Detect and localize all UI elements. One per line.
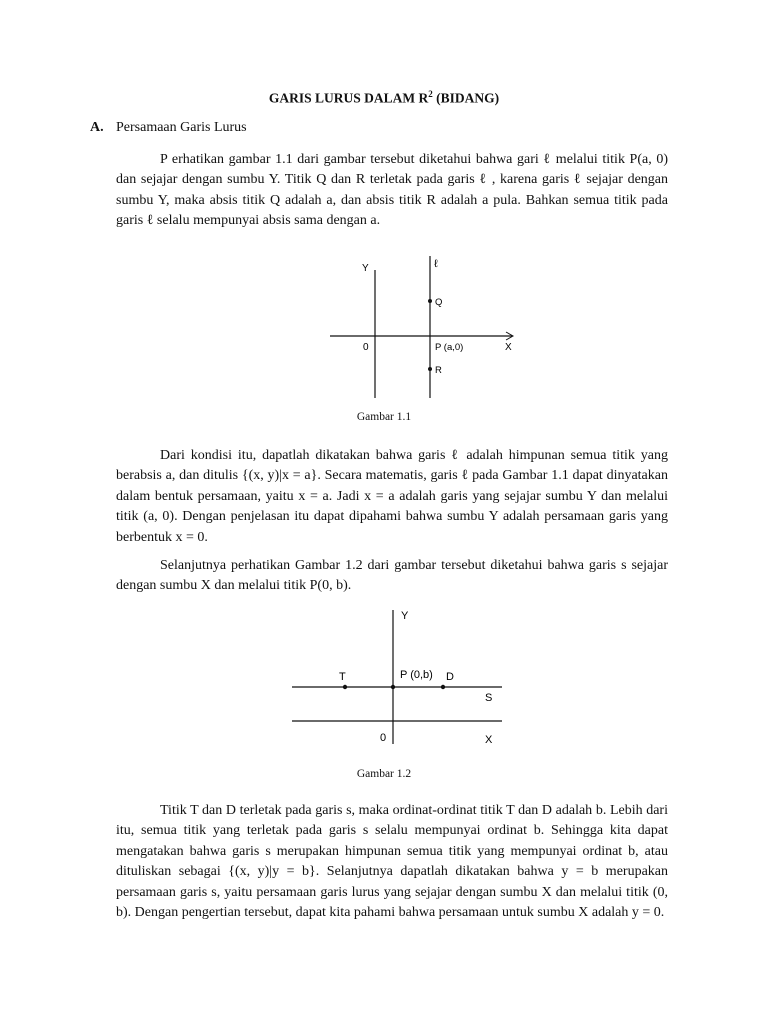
x-axis-label: X [505, 342, 512, 353]
point-t [343, 685, 347, 689]
paragraph-1 [116, 150, 668, 232]
line-s-label: S [485, 692, 493, 704]
paragraph-2 [116, 446, 668, 548]
section-letter: A. [90, 120, 104, 135]
paragraph-1-text: P erhatikan gambar 1.1 dari gambar tersebut diketahui bahwa gari ℓ melalui titik P(a, 0) dan sejajar dengan sumbu Y. Titik Q dan R terletak pada garis ℓ , karena garis ℓ sejajar dengan sumbu Y, maka absis titik Q adalah a, dan absis titik R adalah a pula. Bahkan semua titik pada garis ℓ selalu mempunyai absis sama dengan a. [116, 152, 668, 229]
point-p-label: P (a,0) [435, 342, 464, 353]
origin-label: 0 [380, 732, 387, 744]
section-title: Persamaan Garis Lurus [116, 120, 247, 135]
title-tail: (BIDANG) [432, 90, 500, 106]
paragraph-4 [116, 801, 668, 923]
title-superscript: 2 [428, 89, 433, 99]
page-title [0, 89, 768, 107]
section-heading [90, 120, 247, 136]
point-r [428, 367, 432, 371]
paragraph-2-text: Dari kondisi itu, dapatlah dikatakan bahwa garis ℓ adalah himpunan semua titik yang berabsis a, dan ditulis {(x, y)|x = a}. Secara matematis, garis ℓ pada Gambar 1.1 dapat dinyatakan dalam bentuk persamaan, yaitu x = a. Jadi x = a adalah garis yang sejajar sumbu Y dan melalui titik (a, 0). Dengan penjelasan itu dapat dipahami bahwa sumbu Y adalah persamaan garis yang berbentuk x = 0. [116, 448, 668, 545]
x-axis-label: X [485, 734, 493, 746]
point-d [441, 685, 445, 689]
figure-1-2 [290, 606, 510, 756]
figure-1-1 [320, 252, 530, 402]
point-p-label: P (0,b) [400, 669, 433, 681]
figure-1-2-caption: Gambar 1.2 [356, 768, 412, 780]
point-r-label: R [435, 365, 442, 376]
point-q [428, 299, 432, 303]
origin-label: 0 [363, 342, 369, 353]
figure-1-1-graph [320, 252, 530, 402]
line-l-label: ℓ [434, 258, 438, 270]
y-axis-label: Y [401, 610, 409, 622]
title-main: GARIS LURUS DALAM R [268, 90, 429, 106]
paragraph-3-text: Selanjutnya perhatikan Gambar 1.2 dari gambar tersebut diketahui bahwa garis s sejajar dengan sumbu X dan melalui titik P(0, b). [116, 558, 668, 594]
y-axis-label: Y [362, 263, 369, 274]
paragraph-4-text: Titik T dan D terletak pada garis s, maka ordinat-ordinat titik T dan D adalah b. Lebih dari itu, semua titik yang terletak pada garis s selalu mempunyai ordinat b. Sehingga kita dapat mengatakan bahwa garis s merupakan himpunan semua titik yang mempunyai ordinat b, atau dituliskan sebagai {(x, y)|y = b}. Selanjutnya dapatlah dikatakan bahwa y = b merupakan persamaan garis s, yaitu persamaan garis lurus yang sejajar dengan sumbu X dan melalui titik (0, b). Dengan pengertian tersebut, dapat kita pahami bahwa persamaan untuk sumbu X adalah y = 0. [116, 803, 668, 921]
figure-1-2-graph [290, 606, 510, 756]
point-p [391, 685, 395, 689]
point-t-label: T [339, 671, 346, 683]
figure-1-1-caption: Gambar 1.1 [356, 411, 412, 423]
point-d-label: D [446, 671, 454, 683]
point-q-label: Q [435, 297, 443, 308]
paragraph-3 [116, 556, 668, 597]
